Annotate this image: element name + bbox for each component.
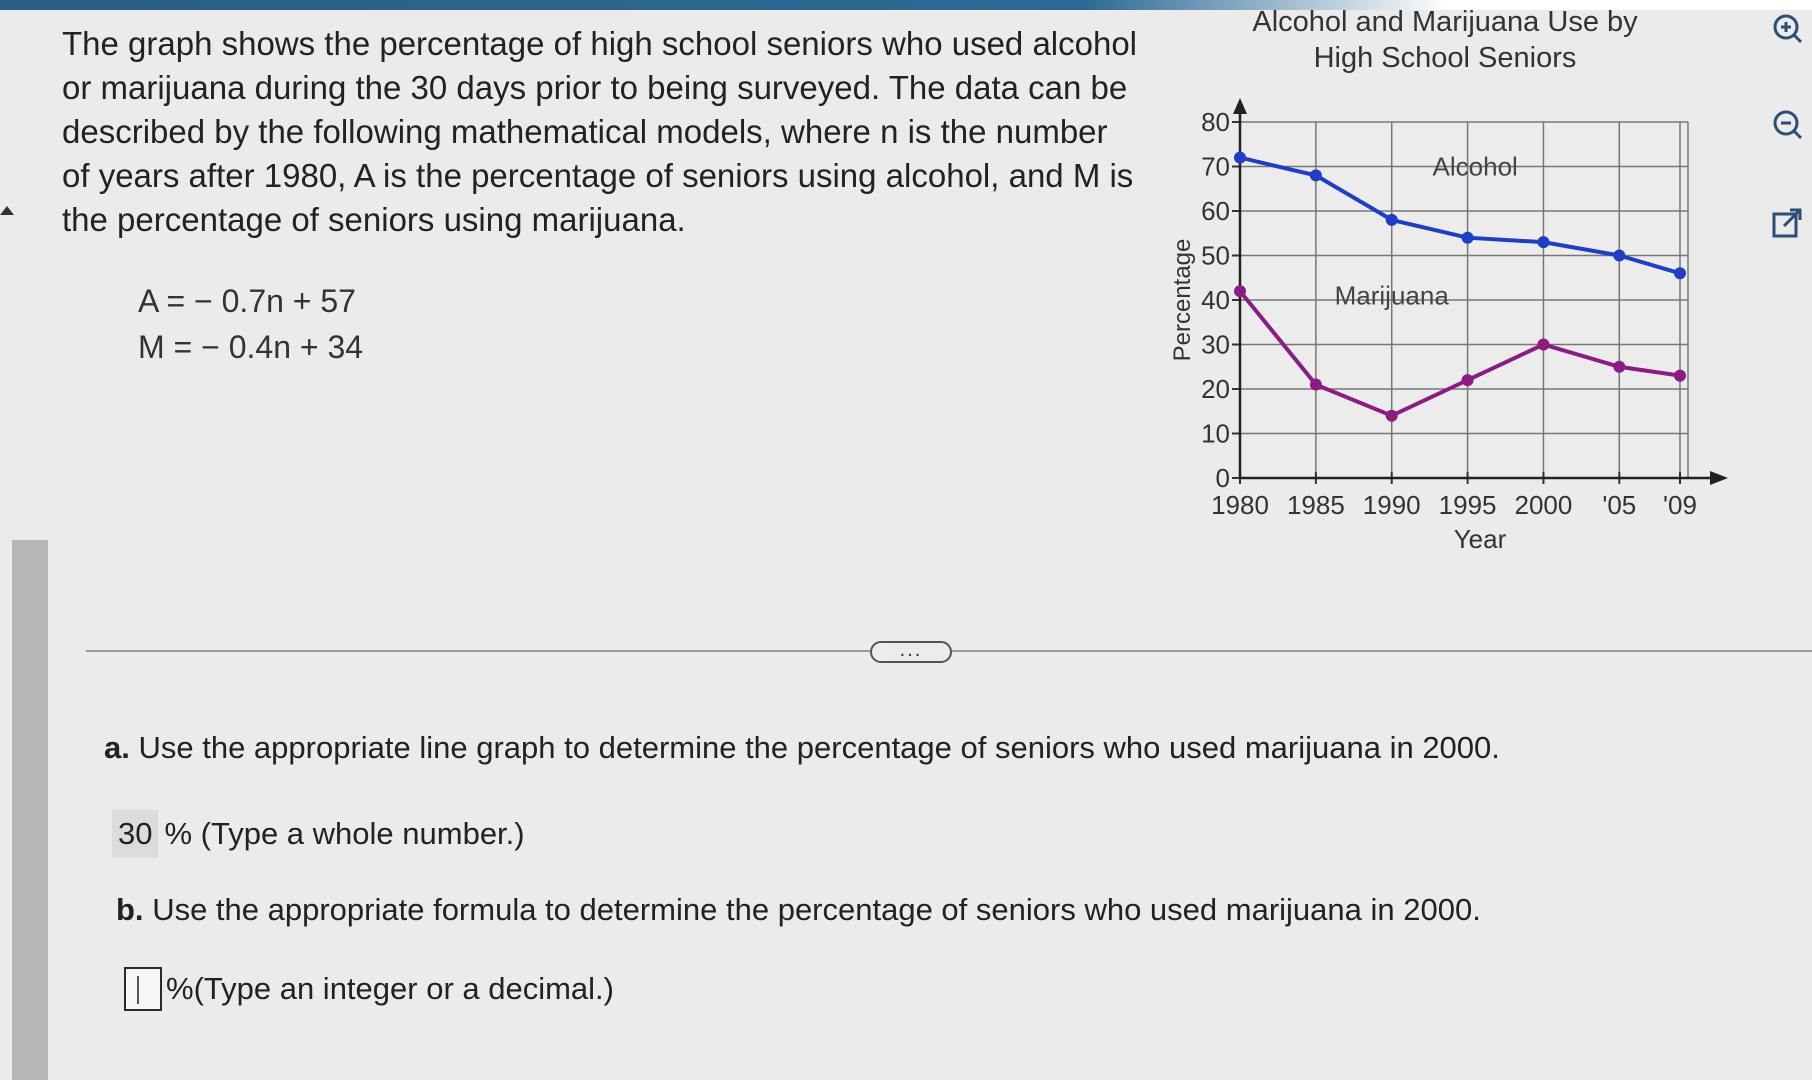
data-point-marijuana [1386,410,1398,422]
answer-b [124,964,684,1014]
data-point-marijuana [1310,379,1322,391]
data-point-alcohol [1234,152,1246,164]
y-tick-label: 10 [1201,418,1230,449]
side-toolbar [1760,0,1812,260]
data-point-alcohol [1386,214,1398,226]
data-point-alcohol [1310,169,1322,181]
y-tick-label: 50 [1201,240,1230,271]
y-tick-label: 70 [1201,151,1230,182]
data-point-marijuana [1613,361,1625,373]
left-scroll-rail[interactable] [12,540,48,1080]
data-point-marijuana [1234,285,1246,297]
data-point-alcohol [1674,267,1686,279]
data-point-alcohol [1462,232,1474,244]
y-tick-label: 40 [1201,285,1230,315]
answer-b-input[interactable] [124,967,162,1011]
x-tick-label: '09 [1663,490,1697,520]
question-b-text: Use the appropriate formula to determine the percentage of seniors who used marijuana in 2000. [152,892,1481,927]
x-tick-label: '05 [1602,490,1637,520]
question-a [104,730,1500,766]
x-tick-label: 1995 [1438,490,1497,520]
problem-intro [62,22,1162,242]
x-axis-arrow [1710,471,1728,485]
zoom-out-icon[interactable] [1770,108,1804,142]
y-tick-label: 0 [1215,463,1230,493]
x-tick-labels [1211,490,1697,520]
question-b [116,892,1481,928]
chart-title [1230,4,1660,76]
y-tick-labels [1201,107,1230,493]
x-tick-label: 1985 [1286,490,1345,520]
chart-title-line1: Alcohol and Marijuana Use by [1252,6,1638,38]
line-chart [1120,80,1760,560]
equation-marijuana: M = − 0.4n + 34 [138,329,364,365]
question-a-letter: a. [104,730,130,765]
y-tick-label: 60 [1201,196,1230,226]
intro-text: The graph shows the percentage of high school seniors who used alcohol or marijuana during the 30 days prior to being surveyed. The data can be described by the following mathematical models, where n is the number of years after 1980, A is the percentage of seniors using alcohol, and M is the percentage of seniors using marijuana. [62,25,1138,238]
y-tick-label: 20 [1201,374,1230,404]
answer-a-hint: % (Type a whole number.) [164,816,525,851]
question-a-text: Use the appropriate line graph to determine the percentage of seniors who used marijuana in 2000. [138,730,1500,765]
answer-a-value[interactable]: 30 [112,810,158,858]
open-external-icon[interactable] [1770,206,1804,240]
question-b-letter: b. [116,892,144,927]
data-point-marijuana [1674,370,1686,382]
series-label-marijuana: Marijuana [1334,280,1449,311]
equation-alcohol: A = − 0.7n + 57 [138,283,356,319]
x-tick-label: 1990 [1362,490,1421,520]
data-point-marijuana [1462,374,1474,386]
answer-a [112,810,552,858]
data-point-alcohol [1613,250,1625,262]
zoom-in-icon[interactable] [1770,12,1804,46]
collapse-arrow-icon[interactable] [0,206,14,215]
y-tick-label: 30 [1201,329,1230,360]
data-point-alcohol [1537,236,1549,248]
answer-b-hint: %(Type an integer or a decimal.) [166,971,614,1006]
chart-title-line2: High School Seniors [1313,42,1577,74]
x-tick-label: 2000 [1514,490,1573,520]
y-axis-label: Percentage [1169,238,1196,362]
y-tick-label: 80 [1201,107,1230,137]
x-tick-label: 1980 [1211,490,1269,520]
series-label-alcohol: Alcohol [1432,151,1518,182]
more-button[interactable]: ... [870,641,952,663]
y-axis-arrow [1233,98,1247,114]
data-point-marijuana [1537,339,1549,351]
equations [138,278,363,370]
x-axis-label: Year [1453,524,1507,554]
